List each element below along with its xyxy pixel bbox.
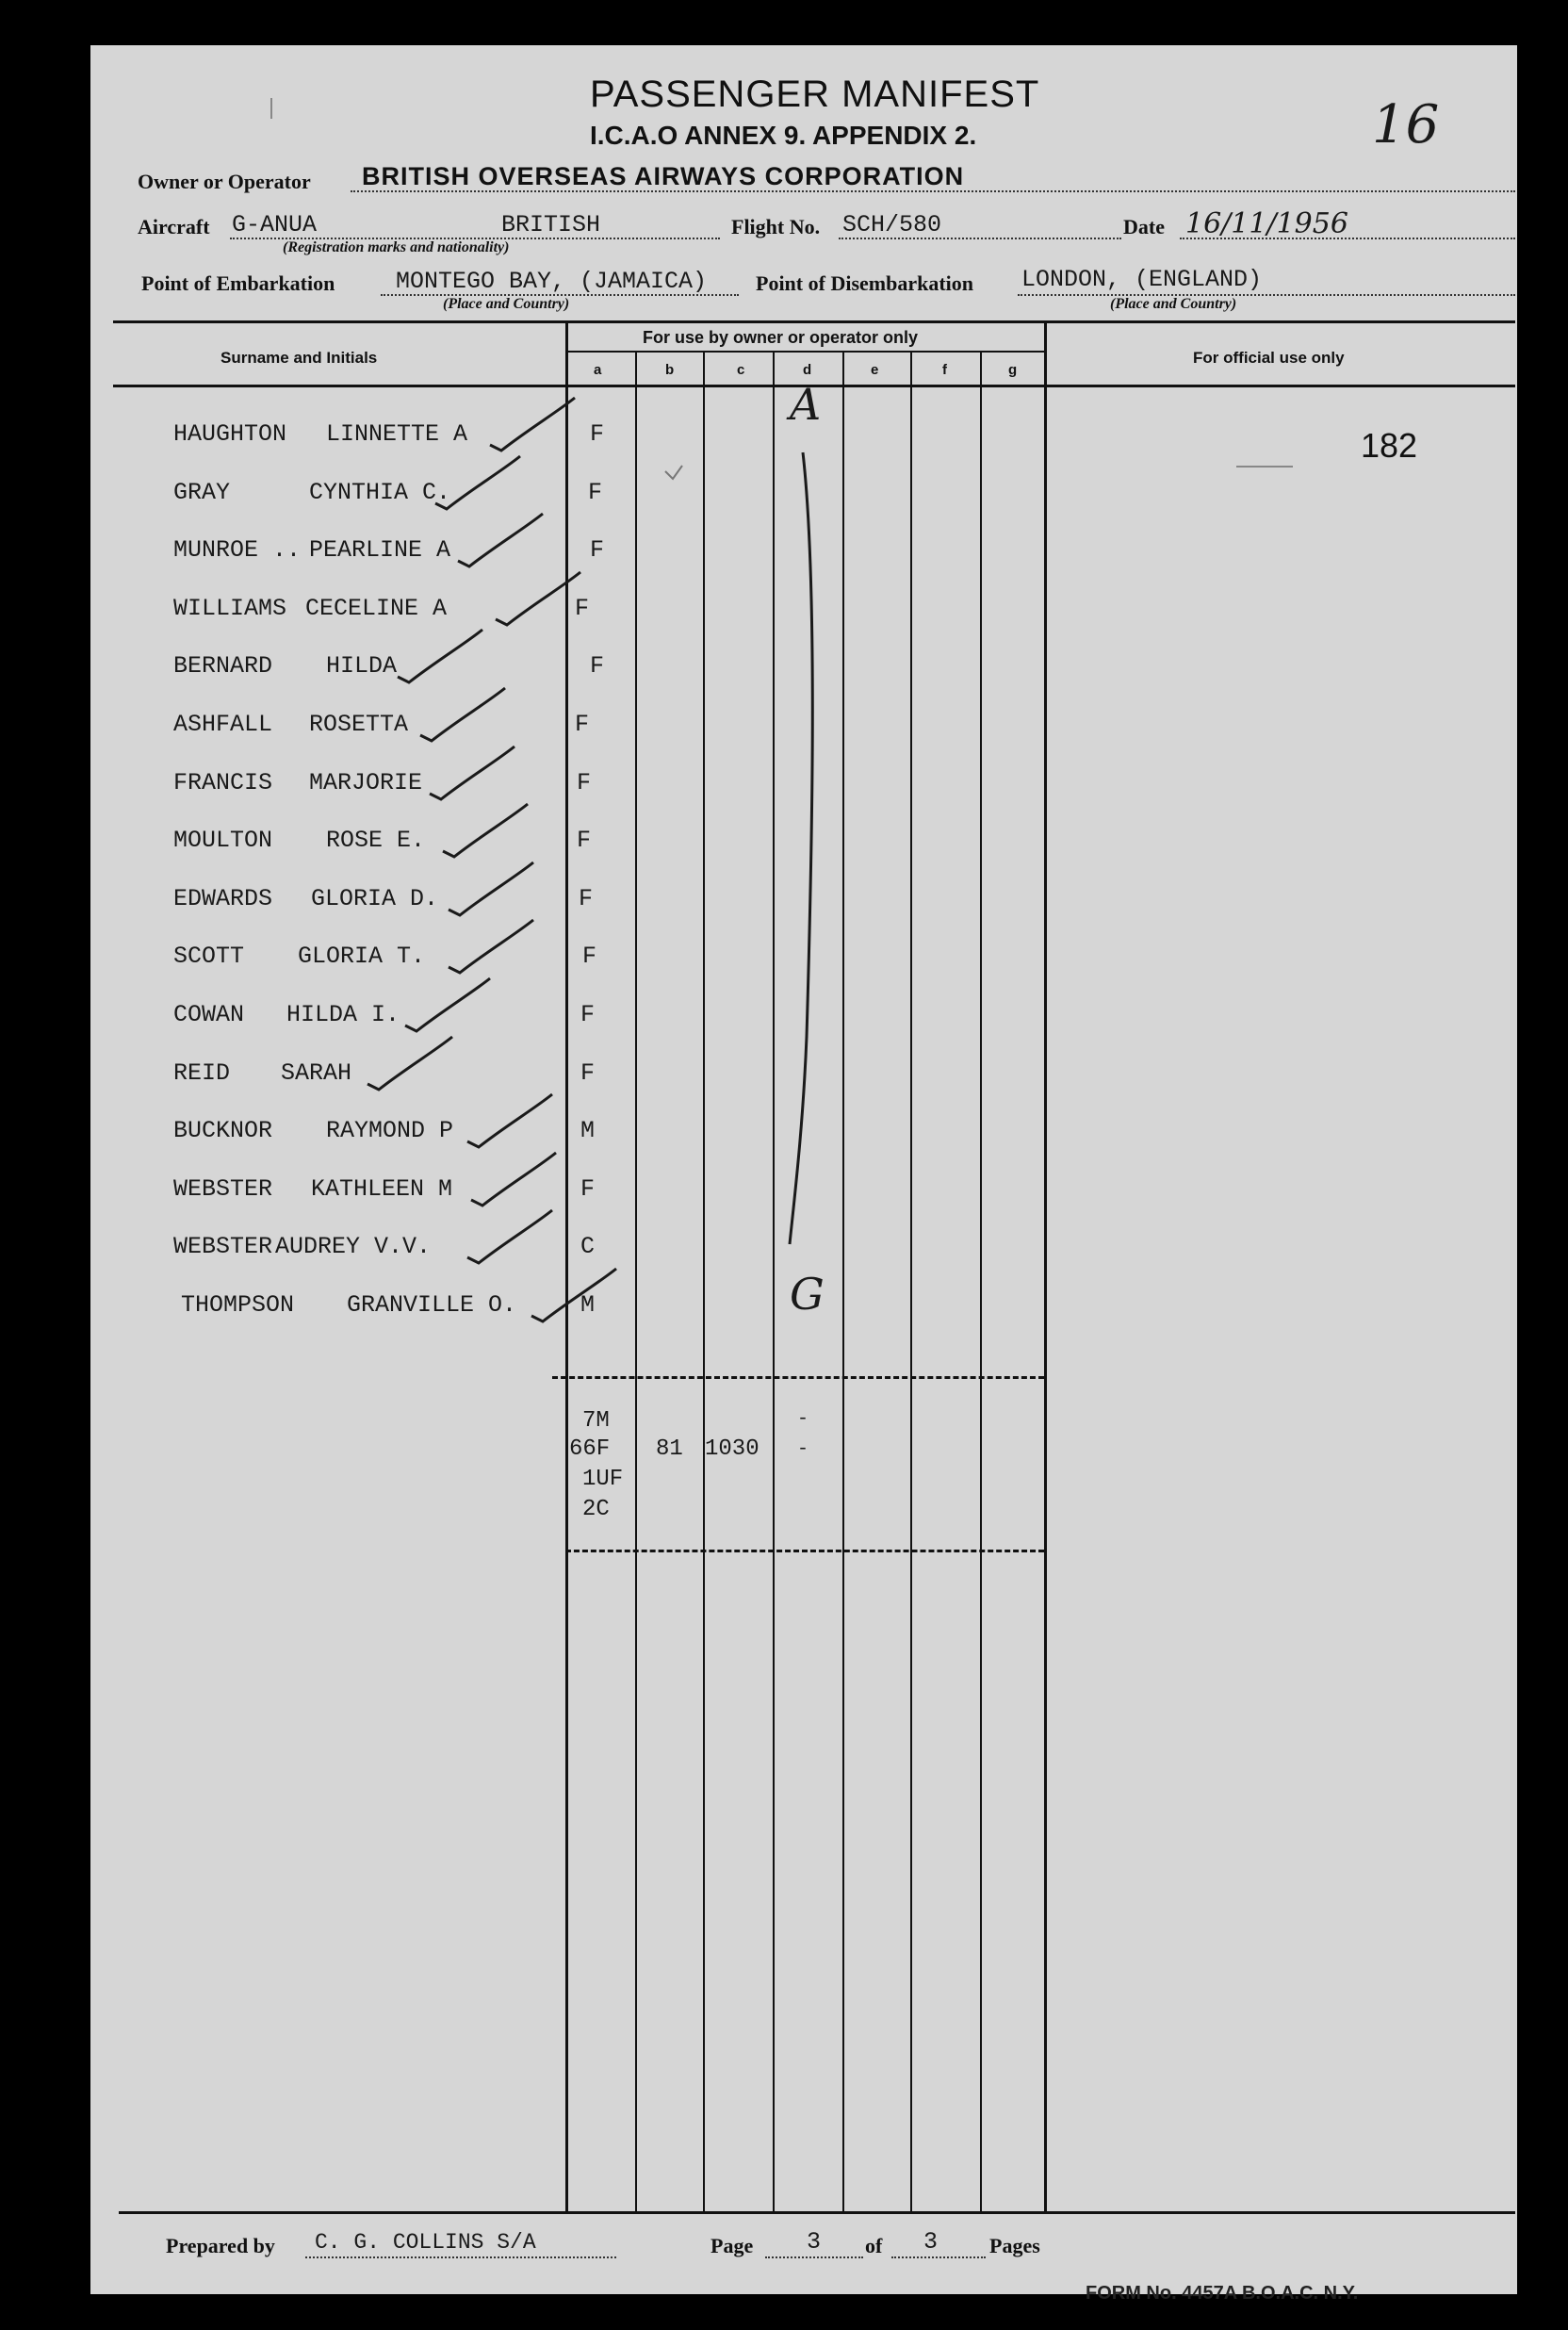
passenger-surname: GRAY [173, 479, 231, 506]
owner-value: BRITISH OVERSEAS AIRWAYS CORPORATION [362, 162, 965, 190]
col-g-header: g [1008, 362, 1018, 378]
column-d-vertical-stroke [790, 452, 812, 1244]
col-c-header: c [737, 362, 745, 378]
of-dotted-line [891, 2256, 986, 2258]
manifest-title: PASSENGER MANIFEST [590, 74, 1040, 115]
official-number: 182 [1361, 426, 1418, 465]
check-tick-mark [531, 1269, 616, 1321]
passenger-sex-code: F [577, 769, 592, 796]
passenger-surname: THOMPSON [181, 1291, 295, 1319]
passenger-sex-code: F [580, 1001, 596, 1028]
owner-label: Owner or Operator [138, 170, 311, 193]
handwritten-page-number: 16 [1372, 94, 1440, 156]
passenger-sex-code: F [575, 711, 590, 738]
check-tick-mark [471, 1153, 556, 1206]
check-tick-mark [443, 804, 528, 857]
check-tick-mark [405, 978, 490, 1031]
owner-use-header: For use by owner or operator only [643, 328, 919, 347]
passenger-surname: BUCKNOR [173, 1117, 273, 1144]
col-a-header: a [594, 362, 602, 378]
check-tick-mark [449, 862, 533, 915]
surname-header: Surname and Initials [220, 349, 378, 367]
passenger-given-names: ROSE E. [326, 827, 426, 854]
passenger-sex-code: F [577, 827, 592, 854]
passenger-given-names: CYNTHIA C. [309, 479, 451, 506]
embarkation-label: Point of Embarkation [141, 271, 335, 295]
passenger-sex-code: F [580, 1059, 596, 1087]
flight-value: SCH/580 [842, 211, 942, 238]
passenger-sex-code: F [580, 1175, 596, 1203]
aircraft-registration: G-ANUA [232, 211, 318, 238]
manifest-subtitle: I.C.A.O ANNEX 9. APPENDIX 2. [590, 121, 977, 150]
check-tick-mark [420, 688, 505, 741]
passenger-given-names: HILDA [326, 652, 398, 680]
passenger-surname: MUNROE .. [173, 536, 302, 564]
disembarkation-note: (Place and Country) [1110, 296, 1237, 312]
check-tick-mark [449, 920, 533, 973]
passenger-surname: MOULTON [173, 827, 273, 854]
passenger-surname: HAUGHTON [173, 420, 287, 448]
passenger-sex-code: F [582, 943, 597, 970]
prepared-by-value: C. G. COLLINS S/A [315, 2230, 536, 2255]
total-d-2: - [797, 1438, 809, 1460]
check-tick-mark [467, 1210, 552, 1263]
pages-label: Pages [989, 2234, 1040, 2257]
total-d-1: - [797, 1408, 809, 1430]
disembarkation-value: LONDON, (ENGLAND) [1021, 266, 1263, 293]
check-tick-mark [430, 747, 514, 799]
passenger-sex-code: F [588, 479, 603, 506]
passenger-given-names: SARAH [281, 1059, 352, 1087]
check-tick-mark [467, 1094, 552, 1147]
check-tick-mark [496, 572, 580, 625]
official-use-header: For official use only [1193, 349, 1345, 367]
column-d-last-mark: G [790, 1269, 825, 1320]
total-unaccompanied-female: 1UF [582, 1467, 624, 1492]
total-male: 7M [582, 1408, 610, 1434]
passenger-given-names: GLORIA D. [311, 885, 439, 912]
check-tick-mark [490, 398, 575, 451]
check-tick-mark [398, 630, 482, 682]
page-dotted-line [765, 2256, 863, 2258]
passenger-given-names: LINNETTE A [326, 420, 468, 448]
flight-label: Flight No. [731, 215, 821, 238]
page-label: Page [710, 2234, 754, 2257]
passenger-sex-code: F [590, 420, 605, 448]
passenger-surname: ASHFALL [173, 711, 273, 738]
passenger-surname: COWAN [173, 1001, 245, 1028]
passenger-surname: WILLIAMS [173, 595, 287, 622]
passenger-sex-code: M [580, 1117, 596, 1144]
column-d-first-mark: A [790, 379, 822, 430]
check-tick-mark [458, 514, 543, 566]
col-d-header: d [803, 362, 812, 378]
check-tick-mark [368, 1037, 452, 1090]
passenger-given-names: GLORIA T. [298, 943, 426, 970]
total-b: 81 [656, 1436, 683, 1462]
date-label: Date [1123, 215, 1165, 238]
passenger-sex-code: F [590, 536, 605, 564]
passenger-given-names: GRANVILLE O. [347, 1291, 517, 1319]
passenger-sex-code: M [580, 1291, 596, 1319]
prepared-dotted-line [305, 2256, 616, 2258]
passenger-sex-code: F [590, 652, 605, 680]
embarkation-value: MONTEGO BAY, (JAMAICA) [396, 268, 708, 295]
passenger-sex-code: F [579, 885, 594, 912]
passenger-surname: REID [173, 1059, 231, 1087]
of-value: 3 [923, 2228, 939, 2256]
disembarkation-label: Point of Disembarkation [756, 271, 973, 295]
aircraft-note: (Registration marks and nationality) [283, 239, 510, 255]
total-female: 66F [569, 1436, 611, 1462]
passenger-surname: EDWARDS [173, 885, 273, 912]
passenger-given-names: KATHLEEN M [311, 1175, 453, 1203]
passenger-given-names: AUDREY V.V. [275, 1233, 432, 1260]
total-children: 2C [582, 1497, 610, 1522]
aircraft-nationality: BRITISH [501, 211, 601, 238]
total-c: 1030 [705, 1436, 760, 1462]
passenger-sex-code: F [575, 595, 590, 622]
passenger-given-names: MARJORIE [309, 769, 423, 796]
form-number: FORM No. 4457A B.O.A.C. N.Y. [1086, 2283, 1359, 2304]
col-f-header: f [942, 362, 947, 378]
aircraft-label: Aircraft [138, 215, 210, 238]
prepared-by-label: Prepared by [166, 2234, 275, 2257]
passenger-surname: WEBSTER [173, 1175, 273, 1203]
passenger-surname: FRANCIS [173, 769, 273, 796]
of-label: of [865, 2234, 883, 2257]
passenger-surname: WEBSTER [173, 1233, 273, 1260]
date-value: 16/11/1956 [1185, 207, 1348, 240]
passenger-surname: SCOTT [173, 943, 245, 970]
page-value: 3 [807, 2228, 822, 2256]
passenger-given-names: CECELINE A [305, 595, 448, 622]
embarkation-note: (Place and Country) [443, 296, 570, 312]
col-b-header: b [665, 362, 675, 378]
passenger-given-names: PEARLINE A [309, 536, 451, 564]
passenger-given-names: RAYMOND P [326, 1117, 454, 1144]
col-e-header: e [871, 362, 879, 378]
passenger-given-names: ROSETTA [309, 711, 409, 738]
passenger-sex-code: C [580, 1233, 596, 1260]
col-b-tick [665, 466, 682, 479]
passenger-given-names: HILDA I. [286, 1001, 400, 1028]
check-tick-mark [435, 456, 520, 509]
passenger-surname: BERNARD [173, 652, 273, 680]
